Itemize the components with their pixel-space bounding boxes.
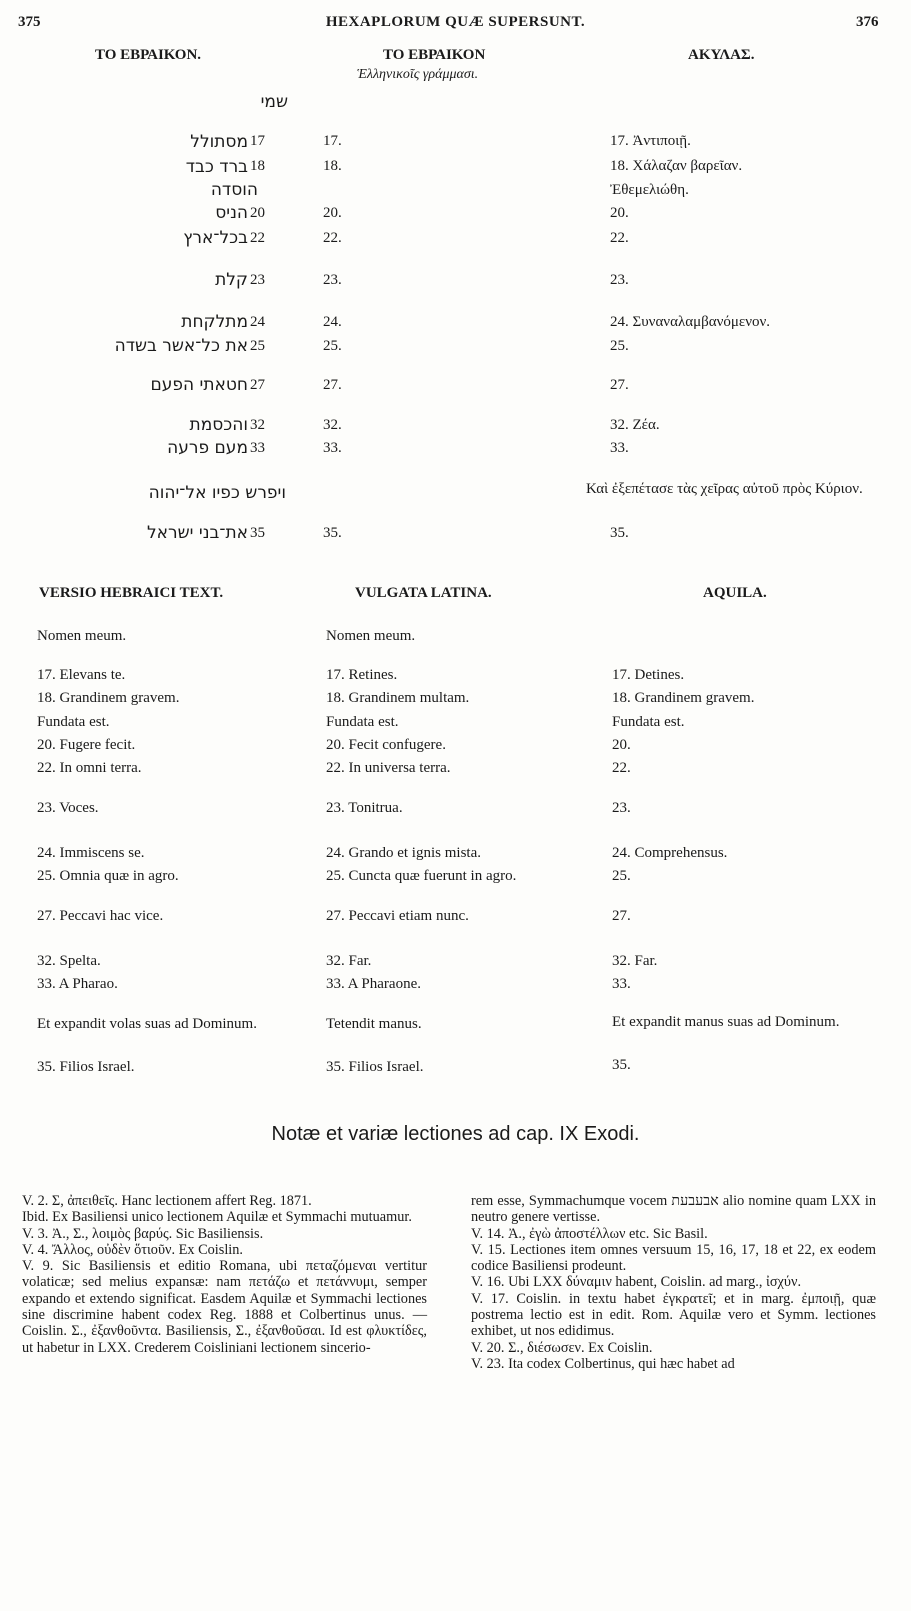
greek-col3-header: ΑΚΥΛΑΣ. bbox=[688, 47, 755, 63]
aquila-cell: 32. Ζέα. bbox=[610, 417, 660, 433]
hebrew-word: קלת bbox=[215, 270, 248, 290]
latin-col1-header: VERSIO HEBRAICI TEXT. bbox=[39, 585, 224, 601]
note-paragraph: V. 15. Lectiones item omnes versuum 15, 16, 17, 18 et 22, ex eodem codice Basiliensi prodeunt. bbox=[471, 1241, 876, 1275]
greek-translit-cell: 25. bbox=[323, 338, 342, 354]
vulgate-cell: 24. Grando et ignis mista. bbox=[326, 845, 481, 861]
aquila-latin-cell: 17. Detines. bbox=[612, 667, 685, 683]
hebrew-version-cell: 18. Grandinem gravem. bbox=[37, 690, 180, 706]
aquila-latin-cell: 23. bbox=[612, 800, 631, 816]
aquila-latin-cell: Fundata est. bbox=[612, 714, 685, 730]
aquila-cell: 20. bbox=[610, 205, 629, 221]
hebrew-version-cell: 23. Voces. bbox=[37, 800, 99, 816]
note-paragraph: V. 16. Ubi LXX δύναμιν habent, Coislin. ad marg., ἰσχύν. bbox=[471, 1274, 802, 1291]
hebrew-version-cell: Et expandit volas suas ad Dominum. bbox=[37, 1016, 257, 1032]
note-paragraph: V. 4. Ἄλλος, οὐδὲν ὅτιοῦν. Ex Coislin. bbox=[22, 1241, 243, 1258]
running-title: HEXAPLORUM QUÆ SUPERSUNT. bbox=[325, 14, 586, 30]
note-paragraph: V. 14. Ἀ., ἐγὼ ἀποστέλλων etc. Sic Basil. bbox=[471, 1225, 708, 1242]
verse-number: 20 bbox=[250, 205, 265, 221]
vulgate-cell: 18. Grandinem multam. bbox=[326, 690, 470, 706]
aquila-latin-cell: 25. bbox=[612, 868, 631, 884]
aquila-cell: Καὶ ἐξεπέτασε τὰς χεῖρας αὐτοῦ πρὸς Κύριον. bbox=[586, 481, 863, 497]
aquila-cell: 24. Συναναλαμβανόμενον. bbox=[610, 314, 771, 330]
note-paragraph: V. 20. Σ., διέσωσεν. Ex Coislin. bbox=[471, 1339, 653, 1356]
aquila-latin-cell: 18. Grandinem gravem. bbox=[612, 690, 755, 706]
aquila-latin-cell: 32. Far. bbox=[612, 953, 658, 969]
aquila-cell: 22. bbox=[610, 230, 629, 246]
aquila-cell: 33. bbox=[610, 440, 629, 456]
greek-col2-subheader: Ἑλληνικοῖς γράμμασι. bbox=[357, 67, 479, 82]
hebrew-word: מסתולל bbox=[190, 132, 248, 152]
greek-translit-cell: 22. bbox=[323, 230, 342, 246]
note-paragraph: Ibid. Ex Basiliensi unico lectionem Aquilæ et Symmachi mutuamur. bbox=[22, 1209, 412, 1226]
greek-translit-cell: 32. bbox=[323, 417, 342, 433]
hebrew-word: חטאתי הפעם bbox=[150, 375, 248, 395]
hebrew-word: את כל־אשר בשדה bbox=[114, 336, 248, 356]
greek-translit-cell: 23. bbox=[323, 272, 342, 288]
aquila-cell: 27. bbox=[610, 377, 629, 393]
verse-number: 23 bbox=[250, 272, 265, 288]
hebrew-version-cell: 33. A Pharao. bbox=[37, 976, 118, 992]
note-paragraph: V. 17. Coislin. in textu habet ἐγκρατεῖ; et in marg. ἐμποιῇ, quæ postrema lectio est in edit. Rom. Aquilæ vero et Symm. lectiones exhibet, ut nos edidimus. bbox=[471, 1290, 876, 1340]
hebrew-word: ברד כבד bbox=[185, 157, 248, 177]
hebrew-version-cell: 32. Spelta. bbox=[37, 953, 101, 969]
vulgate-cell: 32. Far. bbox=[326, 953, 372, 969]
verse-number: 35 bbox=[250, 525, 265, 541]
greek-translit-cell: 17. bbox=[323, 133, 342, 149]
aquila-latin-cell: 35. bbox=[612, 1057, 631, 1073]
verse-number: 17 bbox=[250, 133, 265, 149]
hebrew-word: ויפרש כפיו אל־יהוה bbox=[148, 483, 286, 503]
aquila-latin-cell: 27. bbox=[612, 908, 631, 924]
vulgate-cell: Fundata est. bbox=[326, 714, 399, 730]
aquila-latin-cell: 24. Comprehensus. bbox=[612, 845, 728, 861]
greek-translit-cell: 27. bbox=[323, 377, 342, 393]
verse-number: 27 bbox=[250, 377, 265, 393]
note-paragraph: rem esse, Symmachumque vocem אבעבעת alio nomine quam LXX in neutro genere vertisse. bbox=[471, 1193, 876, 1226]
greek-translit-cell: 20. bbox=[323, 205, 342, 221]
hebrew-version-cell: 24. Immiscens se. bbox=[37, 845, 145, 861]
greek-col2-header: ΤΟ ΕΒΡΑΙΚΟΝ bbox=[383, 47, 486, 63]
hebrew-version-cell: Fundata est. bbox=[37, 714, 110, 730]
vulgate-cell: 23. Tonitrua. bbox=[326, 800, 403, 816]
aquila-latin-cell: 20. bbox=[612, 737, 631, 753]
hebrew-word: מתלקחת bbox=[181, 312, 248, 332]
greek-col1-header: ΤΟ ΕΒΡΑΙΚΟΝ. bbox=[95, 47, 202, 63]
hebrew-word: והכסמת bbox=[189, 415, 248, 435]
aquila-cell: Ἐθεμελιώθη. bbox=[610, 182, 689, 198]
hebrew-version-cell: 27. Peccavi hac vice. bbox=[37, 908, 164, 924]
greek-translit-cell: 18. bbox=[323, 158, 342, 174]
hebrew-word: את־בני ישראל bbox=[147, 523, 248, 543]
greek-translit-cell: 35. bbox=[323, 525, 342, 541]
aquila-latin-cell: 33. bbox=[612, 976, 631, 992]
vulgate-cell: Nomen meum. bbox=[326, 628, 416, 644]
vulgate-cell: 35. Filios Israel. bbox=[326, 1059, 424, 1075]
aquila-cell: 25. bbox=[610, 338, 629, 354]
vulgate-cell: 25. Cuncta quæ fuerunt in agro. bbox=[326, 868, 517, 884]
verse-number: 32 bbox=[250, 417, 265, 433]
verse-number: 18 bbox=[250, 158, 265, 174]
note-paragraph: V. 2. Σ, ἀπειθεῖς. Hanc lectionem affert Reg. 1871. bbox=[22, 1193, 312, 1209]
left-page-number: 375 bbox=[18, 14, 41, 30]
aquila-latin-cell: Et expandit manus suas ad Dominum. bbox=[612, 1014, 840, 1030]
aquila-cell: 23. bbox=[610, 272, 629, 288]
hebrew-version-cell: 17. Elevans te. bbox=[37, 667, 126, 683]
vulgate-cell: 33. A Pharaone. bbox=[326, 976, 421, 992]
hebrew-version-cell: Nomen meum. bbox=[37, 628, 127, 644]
vulgate-cell: 17. Retines. bbox=[326, 667, 398, 683]
hebrew-version-cell: 35. Filios Israel. bbox=[37, 1059, 135, 1075]
hebrew-version-cell: 25. Omnia quæ in agro. bbox=[37, 868, 179, 884]
hebrew-word: הניס bbox=[215, 203, 248, 223]
aquila-cell: 18. Χάλαζαν βαρεῖαν. bbox=[610, 158, 743, 174]
vulgate-cell: Tetendit manus. bbox=[326, 1016, 422, 1032]
latin-col2-header: VULGATA LATINA. bbox=[355, 585, 492, 601]
note-paragraph: V. 23. Ita codex Colbertinus, qui hæc habet ad bbox=[471, 1355, 735, 1372]
notes-left-column bbox=[22, 1193, 427, 1356]
aquila-cell: 35. bbox=[610, 525, 629, 541]
hebrew-word: בכל־ארץ bbox=[183, 228, 248, 248]
note-paragraph: V. 3. Ἀ., Σ., λοιμὸς βαρύς. Sic Basiliensis. bbox=[22, 1225, 264, 1242]
aquila-cell: 17. Ἀντιποιῇ. bbox=[610, 133, 691, 149]
vulgate-cell: 22. In universa terra. bbox=[326, 760, 451, 776]
aquila-latin-cell: 22. bbox=[612, 760, 631, 776]
hebrew-word: הוסדה bbox=[210, 180, 258, 200]
latin-col3-header: AQUILA. bbox=[703, 585, 767, 601]
hebrew-word: שמי bbox=[260, 92, 288, 112]
greek-translit-cell: 24. bbox=[323, 314, 342, 330]
note-paragraph: V. 9. Sic Basiliensis et editio Romana, ubi πεταζόμεναι vertitur volaticæ; sed melius expansæ: nam πετάζω et πετάννυμι, semper expando et extendo significat. Easdem Aquilæ et Symmachi lectiones sine discrimine habent codex Reg. 1888 et Colbertinus unus. — Coislin. Σ., ἐξανθοῦντα. Basiliensis, Σ., ἐξανθοῦσαι. Id est φλυκτίδες, ut habetur in LXX. Crederem Coisliniani lectionem sincerio- bbox=[22, 1258, 427, 1356]
verse-number: 25 bbox=[250, 338, 265, 354]
greek-translit-cell: 33. bbox=[323, 440, 342, 456]
right-page-number: 376 bbox=[856, 14, 879, 30]
notes-right-column bbox=[471, 1193, 876, 1372]
hebrew-word: מעם פרעה bbox=[167, 438, 248, 458]
verse-number: 22 bbox=[250, 230, 265, 246]
notes-section-title: Notæ et variæ lectiones ad cap. IX Exodi. bbox=[271, 1123, 640, 1145]
vulgate-cell: 20. Fecit confugere. bbox=[326, 737, 446, 753]
verse-number: 33 bbox=[250, 440, 265, 456]
vulgate-cell: 27. Peccavi etiam nunc. bbox=[326, 908, 469, 924]
hebrew-version-cell: 22. In omni terra. bbox=[37, 760, 142, 776]
hebrew-version-cell: 20. Fugere fecit. bbox=[37, 737, 136, 753]
verse-number: 24 bbox=[250, 314, 265, 330]
